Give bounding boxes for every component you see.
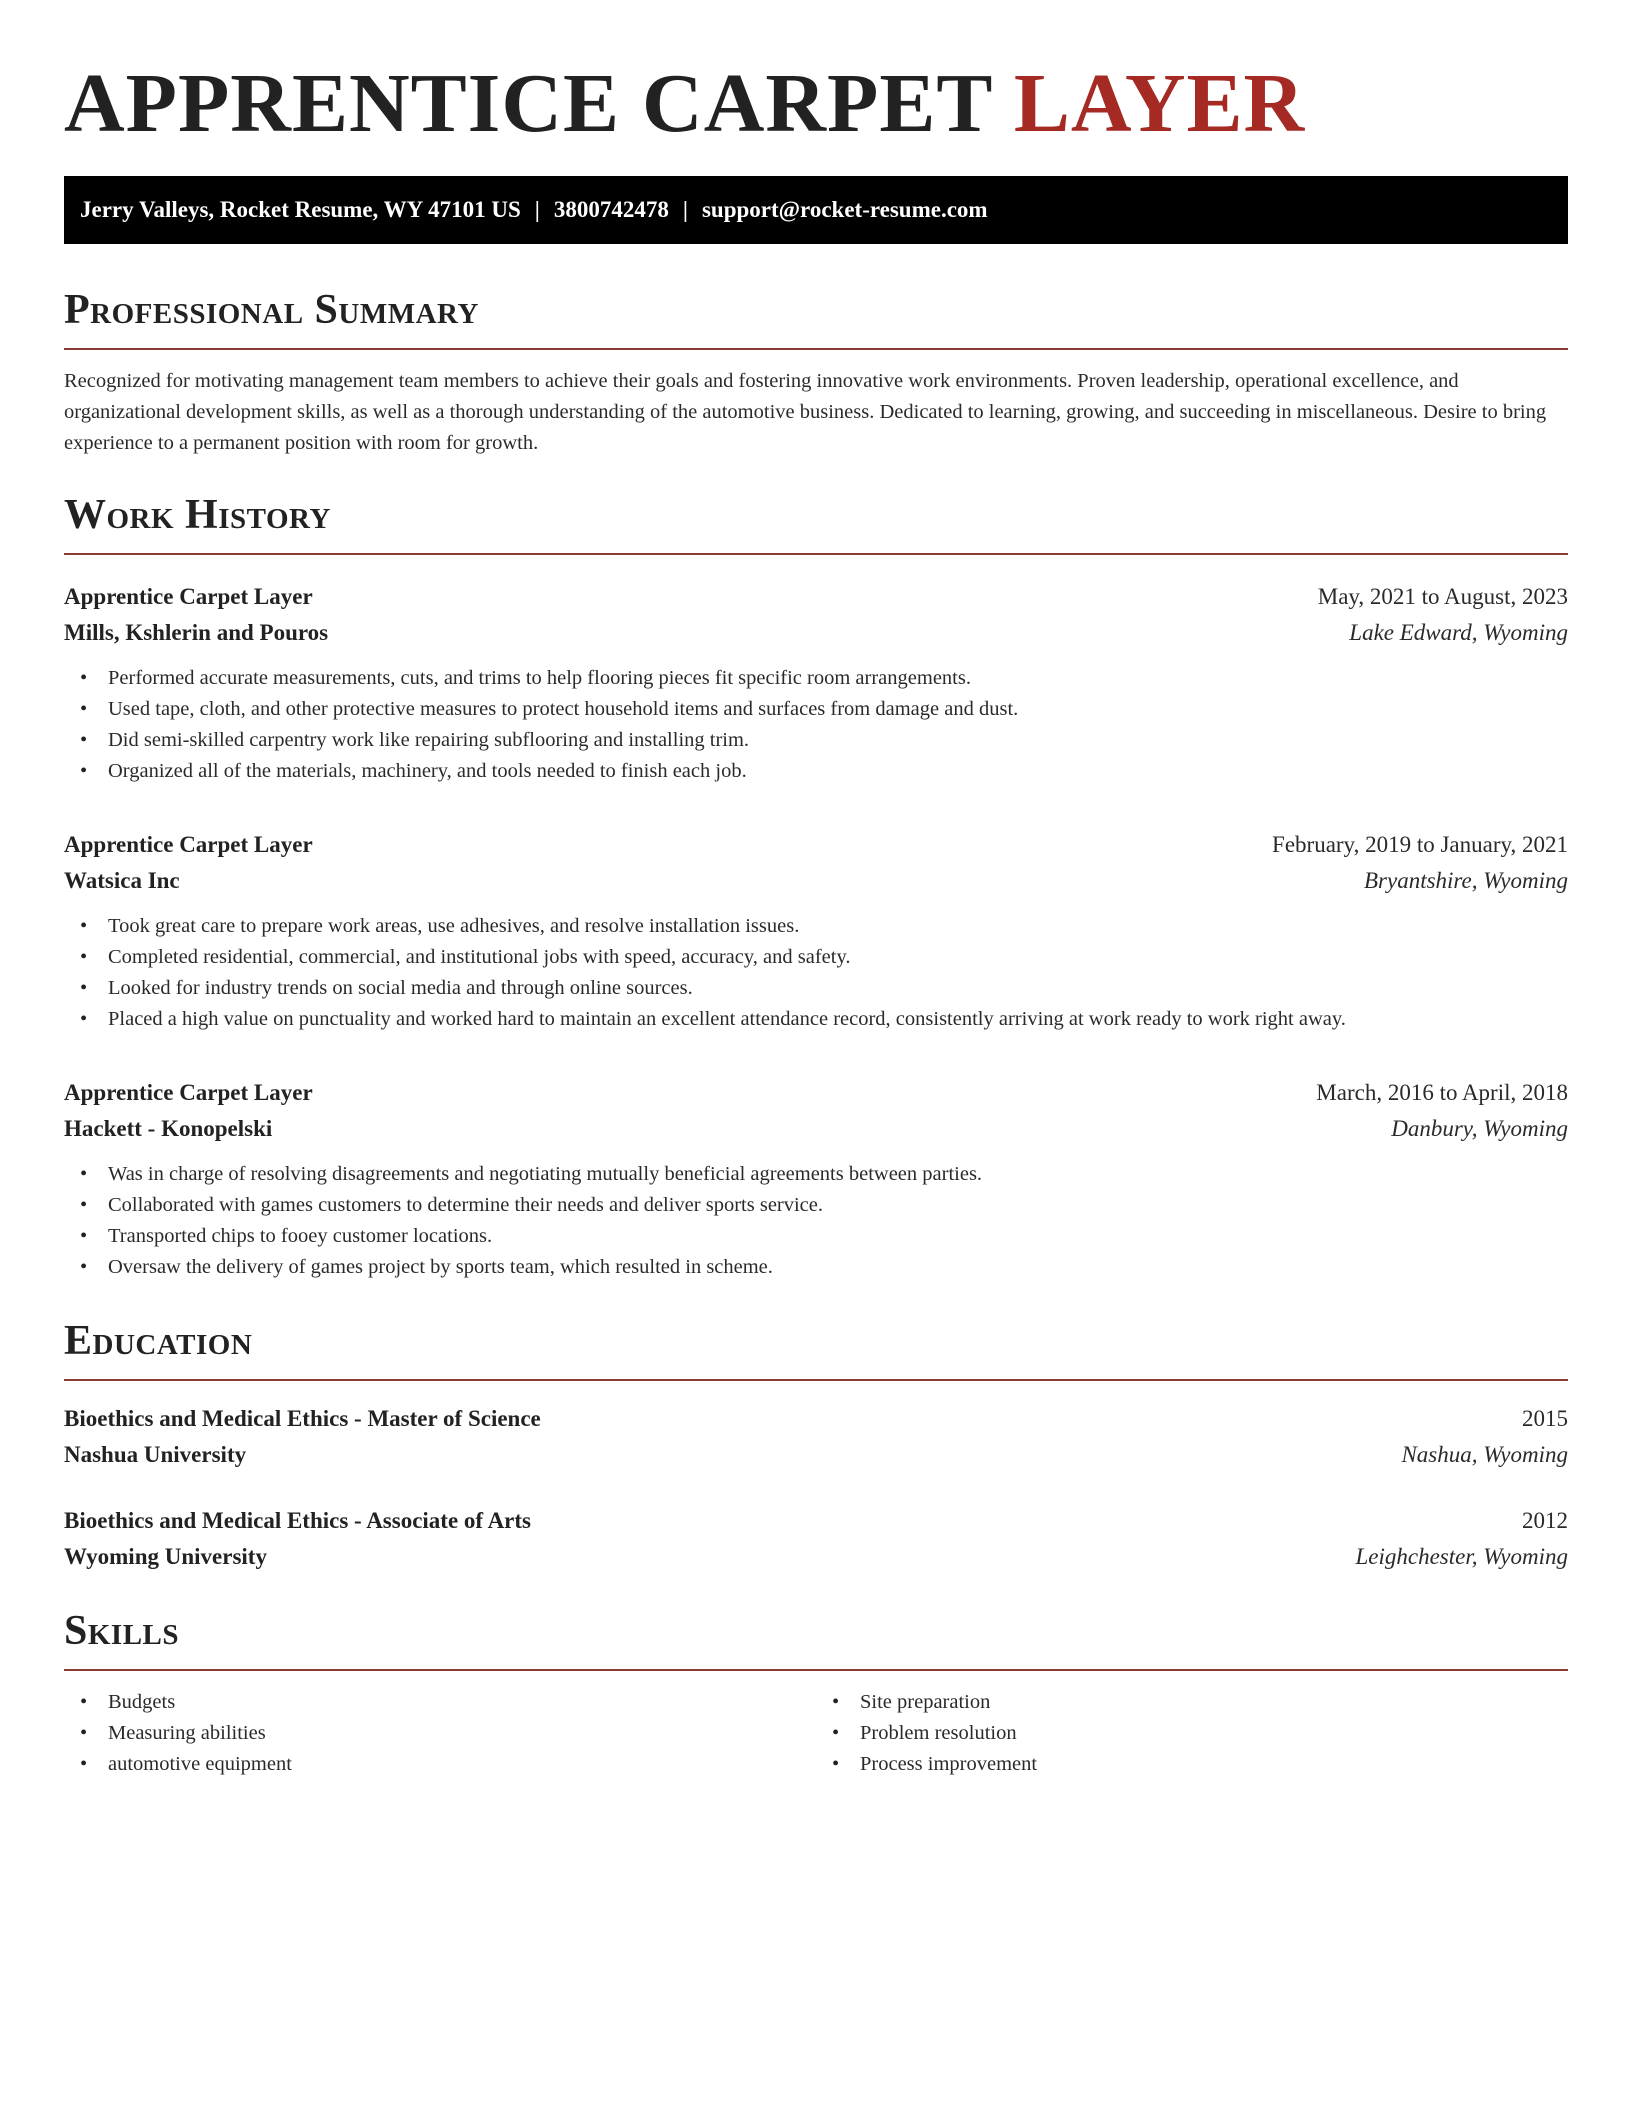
job-bullets [64, 1159, 1568, 1283]
job-header [64, 827, 1568, 863]
job-bullet: • Did semi-skilled carpentry work like repairing subflooring and installing trim. [64, 725, 1568, 756]
education-subheader [64, 1437, 1568, 1473]
job-bullet: • Completed residential, commercial, and institutional jobs with speed, accuracy, and safety. [64, 942, 1568, 973]
skills-column-right [816, 1687, 1568, 1780]
job-bullet: • Organized all of the materials, machinery, and tools needed to finish each job. [64, 756, 1568, 787]
job-bullet: • Placed a high value on punctuality and worked hard to maintain an excellent attendance record, consistently arriving at work ready to work right away. [64, 1004, 1568, 1035]
education-header [64, 1503, 1568, 1539]
title-main: APPRENTICE CARPET [64, 57, 992, 150]
job-role: Apprentice Carpet Layer [64, 584, 313, 609]
job-subheader [64, 615, 1568, 651]
job-bullet: • Oversaw the delivery of games project by sports team, which resulted in scheme. [64, 1252, 1568, 1283]
contact-separator: | [534, 197, 540, 222]
contact-bar [64, 176, 1568, 244]
job-bullet: • Collaborated with games customers to determine their needs and deliver sports service. [64, 1190, 1568, 1221]
job-company: Mills, Kshlerin and Pouros [64, 620, 329, 645]
job-dates: March, 2016 to April, 2018 [1316, 1080, 1568, 1105]
education-degree: Bioethics and Medical Ethics - Associate of Arts [64, 1508, 531, 1533]
title-accent: LAYER [1013, 57, 1306, 150]
job-role: Apprentice Carpet Layer [64, 1080, 313, 1105]
job-location: Danbury, Wyoming [1391, 1116, 1568, 1141]
job-dates: February, 2019 to January, 2021 [1272, 832, 1568, 857]
contact-separator: | [682, 197, 688, 222]
skill-item: • automotive equipment [64, 1749, 816, 1780]
education-subheader [64, 1539, 1568, 1575]
skills-grid [64, 1687, 1568, 1780]
contact-address: Jerry Valleys, Rocket Resume, WY 47101 US [80, 197, 521, 222]
education-location: Nashua, Wyoming [1401, 1442, 1568, 1467]
job-bullet: • Used tape, cloth, and other protective measures to protect household items and surfaces from damage and dust. [64, 694, 1568, 725]
section-divider [64, 1379, 1568, 1381]
education-school: Nashua University [64, 1442, 247, 1467]
skill-item: • Budgets [64, 1687, 816, 1718]
skill-item: • Problem resolution [816, 1718, 1568, 1749]
skills-column-left [64, 1687, 816, 1780]
job-subheader [64, 863, 1568, 899]
job-bullet: • Was in charge of resolving disagreements and negotiating mutually beneficial agreements between parties. [64, 1159, 1568, 1190]
job-entry [64, 1075, 1568, 1283]
job-subheader [64, 1111, 1568, 1147]
resume-title [64, 0, 1568, 152]
job-bullet: • Performed accurate measurements, cuts, and trims to help flooring pieces fit specific room arrangements. [64, 663, 1568, 694]
education-location: Leighchester, Wyoming [1355, 1544, 1568, 1569]
contact-email: support@rocket-resume.com [701, 197, 988, 222]
section-title-summary: Professional Summary [64, 287, 479, 333]
skill-item: • Site preparation [816, 1687, 1568, 1718]
job-bullets [64, 663, 1568, 787]
job-location: Bryantshire, Wyoming [1363, 868, 1568, 893]
job-entry [64, 579, 1568, 787]
education-entry [64, 1503, 1568, 1575]
education-year: 2015 [1522, 1406, 1568, 1431]
summary-text: Recognized for motivating management team members to achieve their goals and fostering innovative work environments. Proven leadership, operational excellence, and organizational development skills, as well as a thorough understanding of the automotive business. Dedicated to learning, growing, and succeeding in miscellaneous. Desire to bring experience to a permanent position with room for growth. [64, 370, 1547, 454]
job-bullets [64, 911, 1568, 1035]
section-title-work-history: Work History [64, 492, 331, 538]
education-degree: Bioethics and Medical Ethics - Master of Science [64, 1406, 541, 1431]
education-header [64, 1401, 1568, 1437]
job-company: Hackett - Konopelski [64, 1116, 273, 1141]
education-school: Wyoming University [64, 1544, 267, 1569]
job-company: Watsica Inc [64, 868, 180, 893]
job-role: Apprentice Carpet Layer [64, 832, 313, 857]
job-dates: May, 2021 to August, 2023 [1317, 584, 1568, 609]
education-year: 2012 [1522, 1508, 1568, 1533]
job-bullet: • Took great care to prepare work areas, use adhesives, and resolve installation issues. [64, 911, 1568, 942]
section-title-skills: Skills [64, 1608, 180, 1654]
section-title-education: Education [64, 1318, 253, 1364]
section-divider [64, 1669, 1568, 1671]
education-entry [64, 1401, 1568, 1473]
job-header [64, 579, 1568, 615]
section-divider [64, 348, 1568, 350]
contact-phone: 3800742478 [553, 197, 669, 222]
section-divider [64, 553, 1568, 555]
job-bullet: • Transported chips to fooey customer locations. [64, 1221, 1568, 1252]
job-location: Lake Edward, Wyoming [1349, 620, 1568, 645]
skill-item: • Measuring abilities [64, 1718, 816, 1749]
job-bullet: • Looked for industry trends on social media and through online sources. [64, 973, 1568, 1004]
job-header [64, 1075, 1568, 1111]
skill-item: • Process improvement [816, 1749, 1568, 1780]
job-entry [64, 827, 1568, 1035]
